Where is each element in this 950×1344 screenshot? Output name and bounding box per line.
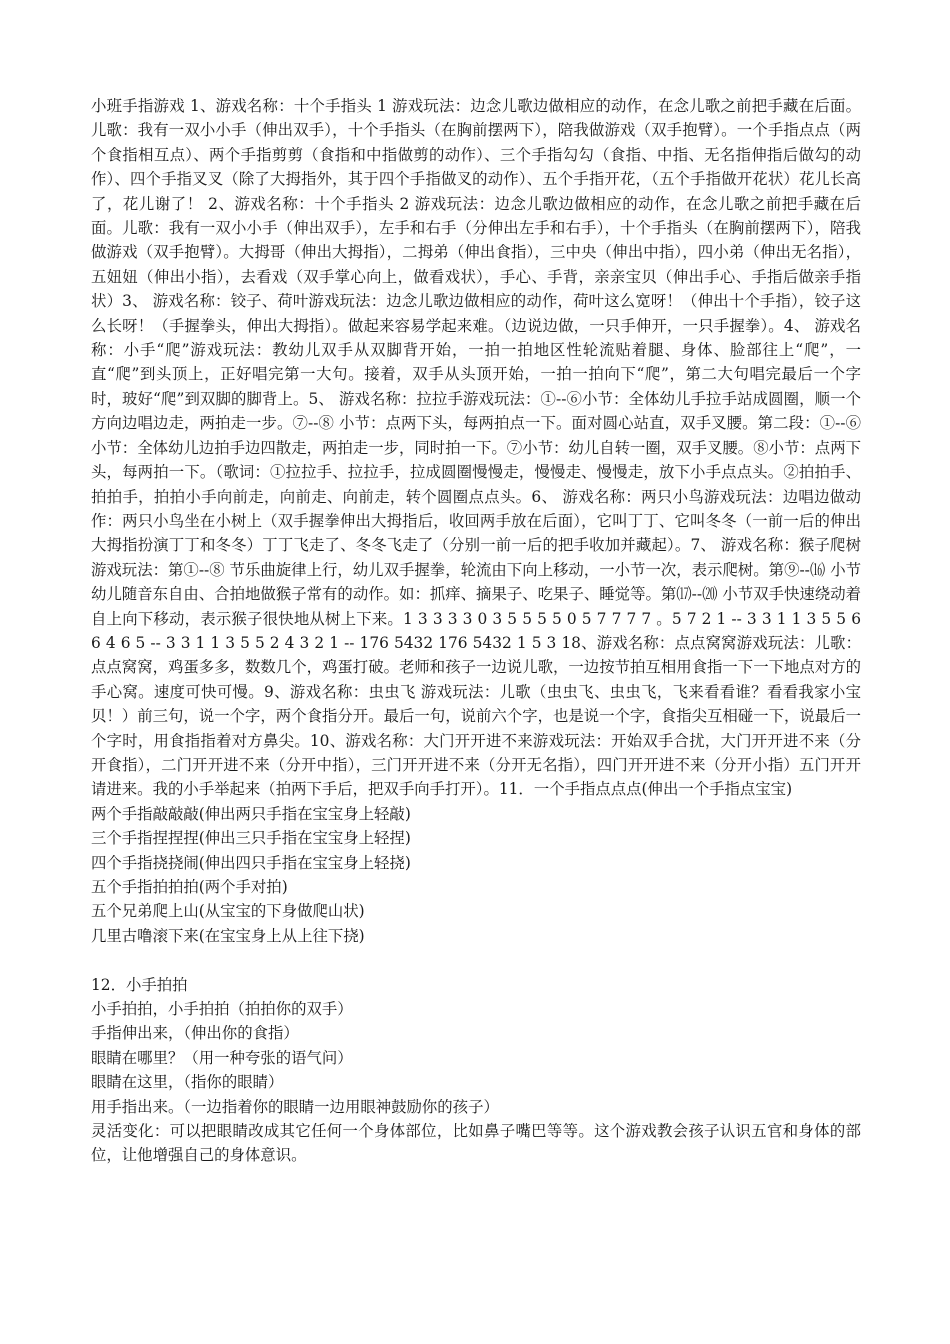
rhyme-line: 用手指出来。（一边指着你的眼睛一边用眼神鼓励你的孩子） — [91, 1097, 499, 1116]
rhyme-line: 五个兄弟爬上山(从宝宝的下身做爬山状) — [91, 902, 365, 921]
blank-spacer — [91, 948, 861, 972]
rhyme-line: 小手拍拍，小手拍拍（拍拍你的双手） — [91, 1000, 353, 1019]
main-paragraph: 小班手指游戏 1、游戏名称：十个手指头 1 游戏玩法：边念儿歌边做相应的动作，在念儿歌之前把手藏在后面。儿歌：我有一双小小手（伸出双手），十个手指头（在胸前摆两下），陪我做游戏（双手抱臂）。一个手指点点（两个食指相互点）、两个手指剪剪（食指和中指做剪的动作）、三个手指勾勾（食指、中指、无名指伸指后做勾的动作）、四个手指叉叉（除了大拇指外，其于四个手指做叉的动作）、五个手指开花，（五个手指做开花状）花儿长高了，花儿谢了！ 2、游戏名称：十个手指头 2 游戏玩法：边念儿歌边做相应的动作，在念儿歌之前把手藏在后面。儿歌：我有一双小小手（伸出双手），左手和右手（分伸出左手和右手），十个手指头（在胸前摆两下），陪我做游戏（双手抱臂）。大拇哥（伸出大拇指），二拇弟（伸出食指），三中央（伸出中指），四小弟（伸出无名指），五妞妞（伸出小指），去看戏（双手掌心向上，做看戏状），手心、手背，亲亲宝贝（伸出手心、手指后做亲手指状）3、 游戏名称：铰子、荷叶游戏玩法：边念儿歌边做相应的动作，荷叶这么宽呀！（伸出十个手指），铰子这么长呀！（手握拳头，伸出大拇指）。做起来容易学起来难。（边说边做，一只手伸开，一只手握拳）。4、 游戏名称：小手“爬”游戏玩法：教幼儿双手从双脚背开始，一拍一拍地区性轮流贴着腿、身体、脸部往上“爬”，一直“爬”到头顶上，正好唱完第一大句。接着，双手从头顶开始，一拍一拍向下“爬”，第二大句唱完最后一个字时，玻好“爬”到双脚的脚背上。5、 游戏名称：拉拉手游戏玩法：①--⑥小节：全体幼儿手拉手站成圆圈，顺一个方向边唱边走，两拍走一步。⑦--⑧ 小节：点两下头，每两拍点一下。面对圆心站直，双手叉腰。第二段：①--⑥ 小节：全体幼儿边拍手边四散走，两拍走一步，同时拍一下。⑦小节：幼儿自转一圈，双手叉腰。⑧小节：点两下头，每两拍一下。（歌词：①拉拉手、拉拉手，拉成圆圈慢慢走，慢慢走、慢慢走，放下小手点点头。②拍拍手、拍拍手，拍拍小手向前走，向前走、向前走，转个圆圈点点头。6、 游戏名称：两只小鸟游戏玩法：边唱边做动作：两只小鸟坐在小树上（双手握拳伸出大拇指后，收回两手放在后面），它叫丁丁、它叫冬冬（一前一后的伸出大拇指扮演丁丁和冬冬）丁丁飞走了、冬冬飞走了（分别一前一后的把手收加并藏起）。7、 游戏名称：猴子爬树游戏玩法：第①--⑧ 节乐曲旋律上行，幼儿双手握拳，轮流由下向上移动，一小节一次，表示爬树。第⑨--⒃ 小节幼儿随音东自由、合拍地做猴子常有的动作。如：抓痒、摘果子、吃果子、睡觉等。第⒄--⒇ 小节双手快速绕动着自上向下移动，表示猴子很快地从树上下来。1 3 3 3 3 0 3 5 5 5 5 0 5 7 7 7 7 。5 7 2 1 -- 3 3 1 1 3 5 5 6 6 4 6 5 -- 3 3 1 1 3 5 5 2 4 3 2 1 -- 176 5432 176 5432 1 5 3 18、游戏名称：点点窝窝游戏玩法：儿歌：点点窝窝，鸡蛋多多，数数几个，鸡蛋打破。老师和孩子一边说儿歌，一边按节拍互相用食指一下一下地点对方的手心窝。速度可快可慢。9、游戏名称：虫虫飞 游戏玩法：儿歌（虫虫飞、虫虫飞，飞来看看谁？看看我家小宝贝！）前三句，说一个字，两个食指分开。最后一句，说前六个字，也是说一个字，食指尖互相碰一下，说最后一个字时，用食指指着对方鼻尖。10、游戏名称：大门开开进不来游戏玩法：开始双手合扰，大门开开进不来（分开食指），二门开开进不来（分开中指），三门开开进不来（分开无名指），四门开开进不来（分开小指）五门开开请进来。我的小手举起来（拍两下手后，把双手向手打开）。11．一个手指点点点(伸出一个手指点宝宝) — [91, 97, 861, 799]
rhyme-line: 眼睛在这里，（指你的眼睛） — [91, 1073, 284, 1092]
rhyme-line: 几里古噜滚下来(在宝宝身上从上往下挠) — [91, 926, 365, 945]
rhyme-line: 两个手指敲敲敲(伸出两只手指在宝宝身上轻敲) — [91, 804, 411, 823]
closing-paragraph: 灵活变化：可以把眼睛改成其它任何一个身体部位，比如鼻子嘴巴等等。这个游戏教会孩子认识五官和身体的部位，让他增强自己的身体意识。 — [91, 1122, 861, 1165]
rhyme-line: 手指伸出来，（伸出你的食指） — [91, 1024, 299, 1043]
section-12-title: 12．小手拍拍 — [91, 975, 188, 994]
rhyme-12-lines — [91, 997, 861, 1119]
rhyme-line: 五个手指拍拍拍(两个手对拍) — [91, 878, 288, 896]
rhyme-11-lines — [91, 802, 861, 948]
rhyme-line: 四个手指挠挠闹(伸出四只手指在宝宝身上轻挠) — [91, 853, 411, 872]
rhyme-line: 眼睛在哪里？（用一种夸张的语气问） — [91, 1048, 353, 1067]
document-page — [91, 94, 861, 1168]
rhyme-line: 三个手指捏捏捏(伸出三只手指在宝宝身上轻捏) — [91, 829, 411, 848]
